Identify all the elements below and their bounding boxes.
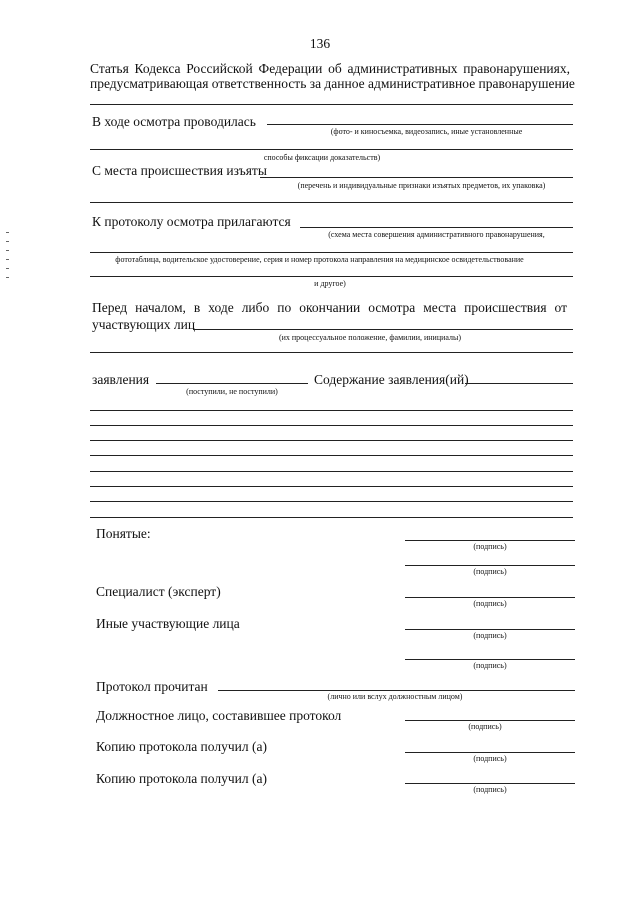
inspection-field[interactable] [267, 124, 573, 125]
expert-signature-field[interactable] [405, 597, 575, 598]
statements-label: заявления [92, 372, 150, 387]
attached-field-3[interactable] [90, 276, 573, 277]
other-2-signature-field[interactable] [405, 659, 575, 660]
others-label: Иные участвующие лица [96, 616, 240, 631]
statements-status-field[interactable] [156, 383, 308, 384]
statements-line[interactable] [90, 501, 573, 502]
signature-caption: (подпись) [473, 631, 507, 640]
participants-field-2[interactable] [90, 352, 573, 353]
inspection-label: В ходе осмотра проводилась [92, 114, 256, 129]
seized-field[interactable] [260, 177, 573, 178]
expert-label: Специалист (эксперт) [96, 584, 221, 599]
copy-received-1-signature-field[interactable] [405, 752, 575, 753]
page-number: 136 [309, 36, 331, 51]
participants-caption: (их процессуальное положение, фамилии, инициалы) [278, 333, 462, 342]
attached-caption-2: фототаблица, водительское удостоверение, серия и номер протокола направления на медицинское освидетельствование [115, 255, 524, 264]
witness-1-signature-field[interactable] [405, 540, 575, 541]
official-signature-field[interactable] [405, 720, 575, 721]
attached-caption-3: и другое) [314, 279, 346, 288]
statements-line[interactable] [90, 517, 573, 518]
inspection-caption-1: (фото- и киносъемка, видеозапись, иные установленные [330, 127, 523, 136]
copy-received-label-1: Копию протокола получил (а) [96, 739, 267, 754]
copy-received-2-signature-field[interactable] [405, 783, 575, 784]
attached-field-2[interactable] [90, 252, 573, 253]
statements-content-label: Содержание заявления(ий) [314, 372, 469, 387]
signature-caption: (подпись) [473, 567, 507, 576]
protocol-read-label: Протокол прочитан [96, 679, 208, 694]
inspection-caption-2: способы фиксации доказательств) [263, 153, 381, 162]
participants-line-1: Перед началом, в ходе либо по окончании осмотра места происшествия от [92, 300, 567, 315]
copy-received-label-2: Копию протокола получил (а) [96, 771, 267, 786]
seized-field-2[interactable] [90, 202, 573, 203]
header-line-1: Статья Кодекса Российской Федерации об административных правонарушениях, [90, 61, 570, 76]
signature-caption: (подпись) [473, 661, 507, 670]
statements-caption: (поступили, не поступили) [186, 387, 278, 396]
statements-line[interactable] [90, 471, 573, 472]
signature-caption: (подпись) [473, 542, 507, 551]
signature-caption: (подпись) [473, 754, 507, 763]
statements-line[interactable] [90, 410, 573, 411]
protocol-read-caption: (лично или вслух должностным лицом) [327, 692, 463, 701]
statements-line[interactable] [90, 455, 573, 456]
signature-caption: (подпись) [473, 785, 507, 794]
statements-line[interactable] [90, 440, 573, 441]
signature-caption: (подпись) [468, 722, 502, 731]
header-line-2: предусматривающая ответственность за данное административное правонарушение [90, 76, 575, 91]
statements-line[interactable] [90, 486, 573, 487]
attached-field[interactable] [300, 227, 573, 228]
participants-line-2: участвующих лиц [92, 317, 196, 332]
witnesses-label: Понятые: [96, 526, 151, 541]
participants-field[interactable] [193, 329, 573, 330]
seized-label: С места происшествия изъяты [92, 163, 267, 178]
signature-caption: (подпись) [473, 599, 507, 608]
statements-content-field[interactable] [465, 383, 573, 384]
statements-line[interactable] [90, 425, 573, 426]
other-1-signature-field[interactable] [405, 629, 575, 630]
header-rule [90, 104, 573, 105]
witness-2-signature-field[interactable] [405, 565, 575, 566]
seized-caption: (перечень и индивидуальные признаки изъятых предметов, их упаковка) [297, 181, 546, 190]
official-label: Должностное лицо, составившее протокол [96, 708, 342, 723]
attached-caption-1: (схема места совершения административного правонарушения, [328, 230, 545, 239]
attached-label: К протоколу осмотра прилагаются [92, 214, 291, 229]
inspection-field-2[interactable] [90, 149, 573, 150]
protocol-read-field[interactable] [218, 690, 575, 691]
